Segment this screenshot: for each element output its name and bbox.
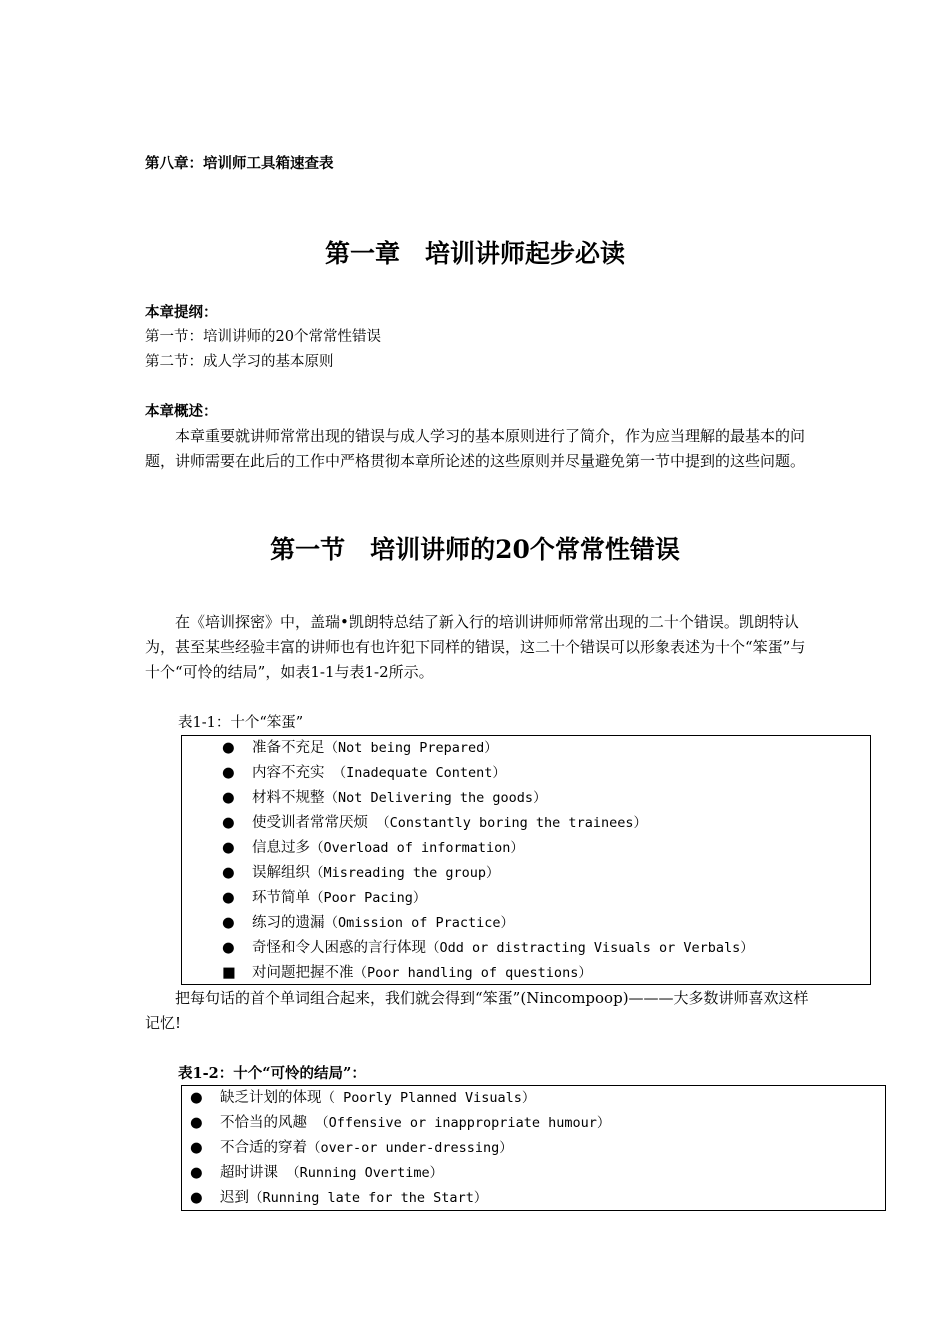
table1-item-english: （Not being Prepared） [324, 740, 498, 756]
bullet-icon: ● [190, 1190, 203, 1206]
table2-item-english: （Running late for the Start） [249, 1190, 488, 1206]
table2-item-english: （over-or under-dressing） [307, 1140, 513, 1156]
table1-item [222, 736, 498, 761]
table1-item [222, 811, 647, 836]
table1-item-english: （Omission of Practice） [324, 915, 515, 931]
bullet-icon: ● [222, 940, 235, 956]
table1-item-label: 信息过多 [252, 840, 310, 856]
bullet-icon: ● [190, 1090, 203, 1106]
table1-item-label: 对问题把握不准 [252, 965, 354, 981]
overview-heading: 本章概述： [145, 403, 218, 420]
table1-item [222, 786, 547, 811]
table1-item [222, 836, 524, 861]
table2-item-label: 迟到 [220, 1190, 249, 1206]
bullet-icon: ● [222, 790, 235, 806]
table2-box [181, 1085, 886, 1211]
table1-item-label: 内容不充实 [252, 765, 325, 781]
table1-item-label: 材料不规整 [252, 790, 325, 806]
table2-item [190, 1086, 535, 1111]
after-table1-text: 把每句话的首个单词组合起来，我们就会得到“笨蛋”(Nincompoop)———大多数讲师喜欢这样记忆! [145, 989, 809, 1032]
square-bullet-icon: ■ [222, 965, 236, 981]
outline-item: 第一节：培训讲师的20个常常性错误 [145, 329, 381, 345]
table1-item-english: （Constantly boring the trainees） [368, 815, 647, 831]
table2-item-english: （ Poorly Planned Visuals） [321, 1090, 536, 1106]
bullet-icon: ● [190, 1165, 203, 1181]
table1-item-english: （Inadequate Content） [324, 765, 506, 781]
table1-item-label: 环节简单 [252, 890, 310, 906]
table1-item [222, 861, 500, 886]
table1-item-english: （Misreading the group） [310, 865, 500, 881]
table2-item-label: 不恰当的风趣 [220, 1115, 307, 1131]
table1-item-english: （Poor handling of questions） [353, 965, 592, 981]
table2-item-english: （Running Overtime） [278, 1165, 444, 1181]
table2-item-label: 缺乏计划的体现 [220, 1090, 322, 1106]
table1-item-label: 使受训者常常厌烦 [252, 815, 368, 831]
table1-item [222, 936, 754, 961]
table1-item-english: （Poor Pacing） [310, 890, 427, 906]
table2-caption: 表1-2：十个“可怜的结局”： [178, 1065, 366, 1082]
table1-caption: 表1-1：十个“笨蛋” [178, 715, 304, 731]
bullet-icon: ● [190, 1115, 203, 1131]
table2-item [190, 1136, 513, 1161]
bullet-icon: ● [222, 740, 235, 756]
table2-item [190, 1161, 443, 1186]
bullet-icon: ● [222, 815, 235, 831]
bullet-icon: ● [222, 840, 235, 856]
table1-item-label: 误解组织 [252, 865, 310, 881]
outline-item: 第二节：成人学习的基本原则 [145, 354, 334, 370]
table1-item-label: 奇怪和令人困惑的言行体现 [252, 940, 426, 956]
table1-item [222, 761, 506, 786]
table1-item [222, 961, 592, 986]
table1-item-english: （Not Delivering the goods） [324, 790, 547, 806]
bullet-icon: ● [222, 890, 235, 906]
overview-text: 本章重要就讲师常常出现的错误与成人学习的基本原则进行了简介，作为应当理解的最基本的问题，讲师需要在此后的工作中严格贯彻本章所论述的这些原则并尽量避免第一节中提到的这些问题。 [145, 427, 806, 470]
table1-item-english: （Odd or distracting Visuals or Verbals） [426, 940, 754, 956]
table1-item [222, 911, 514, 936]
chapter-title: 第一章 培训讲师起步必读 [324, 239, 625, 268]
outline-heading: 本章提纲： [145, 304, 218, 321]
bullet-icon: ● [222, 765, 235, 781]
intro-paragraph: 在《培训探密》中，盖瑞•凯朗特总结了新入行的培训讲师师常常出现的二十个错误。凯朗特认为，甚至某些经验丰富的讲师也有也许犯下同样的错误，这二十个错误可以形象表述为十个“笨蛋”与十个“可怜的结局”，如表1-1与表1-2所示。 [145, 613, 806, 681]
table1-box [181, 735, 871, 985]
table1-item-label: 练习的遗漏 [252, 915, 325, 931]
table1-item-label: 准备不充足 [252, 740, 325, 756]
table1-item [222, 886, 426, 911]
table2-item-label: 超时讲课 [220, 1165, 278, 1181]
table2-item-english: （Offensive or inappropriate humour） [307, 1115, 611, 1131]
toc-line: 第八章：培训师工具箱速查表 [145, 155, 334, 172]
bullet-icon: ● [222, 915, 235, 931]
table2-item-label: 不合适的穿着 [220, 1140, 307, 1156]
table2-item [190, 1186, 487, 1211]
bullet-icon: ● [190, 1140, 203, 1156]
section-title: 第一节 培训讲师的20个常常性错误 [270, 535, 680, 564]
bullet-icon: ● [222, 865, 235, 881]
table1-item-english: （Overload of information） [310, 840, 524, 856]
table2-item [190, 1111, 610, 1136]
